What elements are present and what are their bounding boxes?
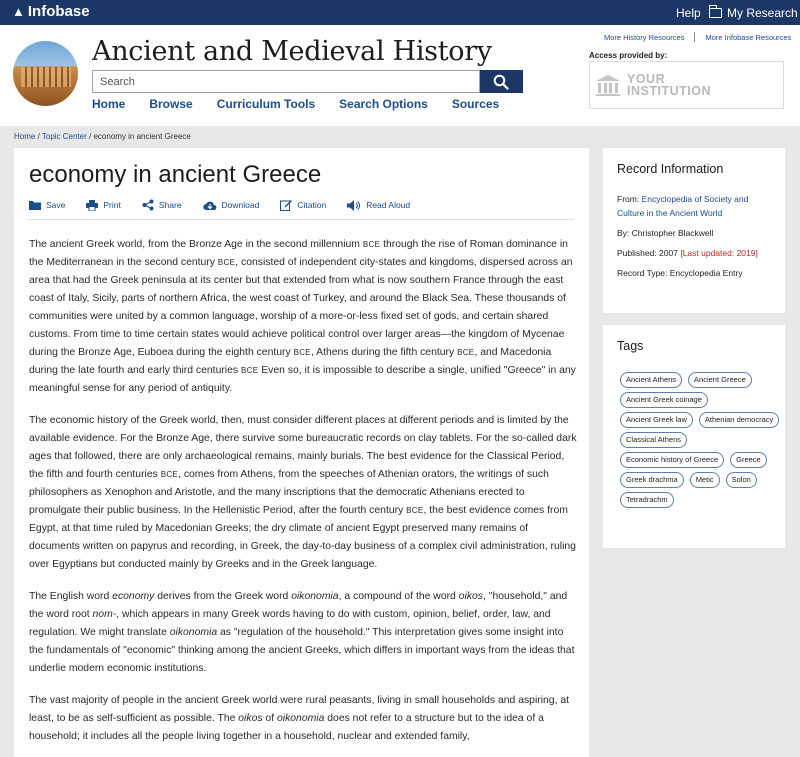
resource-links bbox=[604, 32, 791, 42]
nav-browse[interactable]: Browse bbox=[149, 97, 193, 111]
source-link[interactable]: Encyclopedia of Society and Culture in the Ancient World bbox=[617, 194, 749, 218]
article-title: economy in ancient Greece bbox=[29, 161, 322, 188]
share-button[interactable] bbox=[142, 199, 182, 211]
nav-search-options[interactable]: Search Options bbox=[339, 97, 428, 111]
nav-curriculum-tools[interactable]: Curriculum Tools bbox=[216, 97, 316, 111]
print-label: Print bbox=[103, 200, 121, 210]
folder-icon bbox=[29, 200, 41, 210]
main-nav bbox=[92, 97, 499, 111]
read-aloud-label: Read Aloud bbox=[366, 200, 411, 210]
folder-icon bbox=[709, 8, 722, 18]
paragraph-2: The economic history of the Greek world, then, must consider different places at different periods and is limited by the available evidence. For the Bronze Age, there survive some bureaucratic records on clay tablets. For the so-called dark ages that followed, there are only archaeological remains, mainly burials. The best evidence for the Classical Period, the fifth and fourth centuries BCE, comes from Athens, from the speeches of Athenian orators, the writings of such philosophers as Xenophon and Aristotle, and the many inscriptions that the democratic Athenians erected to promulgate their public business. In the Hellenistic Period, after the fourth century BCE, the best evidence comes from Egypt, at that time ruled by Macedonian Greeks; the dry climate of ancient Egypt preserved many remains of documents written on papyrus and recording, in Greek, the day-to-day business of a complex civil administration, ruling over Egyptians but conducted mainly by Greeks and in the Greek language. bbox=[29, 415, 577, 570]
paragraph-4: The vast majority of people in the ancient Greek world were rural peasants, living in small households and aspiring, at least, to be as self-sufficient as possible. The oikos of oikonomia does not refer to a structure but to the idea of a household; it includes all the people living together in a household, nuclear and extended family, bbox=[29, 695, 570, 742]
print-button[interactable] bbox=[86, 199, 120, 211]
tag-ancient-greek-coinage[interactable]: Ancient Greek coinage bbox=[620, 392, 708, 408]
share-label: Share bbox=[158, 200, 182, 210]
record-information-card bbox=[603, 148, 785, 313]
article-body bbox=[29, 236, 577, 757]
print-icon bbox=[86, 200, 98, 211]
institution-line-1: YOUR bbox=[627, 72, 666, 86]
divider bbox=[694, 32, 695, 42]
citation-label: Citation bbox=[297, 200, 327, 210]
institution-line-2: INSTITUTION bbox=[627, 84, 711, 98]
download-label: Download bbox=[221, 200, 260, 210]
site-title[interactable]: Ancient and Medieval History bbox=[92, 36, 492, 67]
nav-sources[interactable]: Sources bbox=[451, 97, 500, 111]
paragraph-1: The ancient Greek world, from the Bronze Age in the second millennium BCE through the rise of Roman dominance in the Mediterranean in the second century BCE, consisted of independent city-states and kingdoms, dispersed across an area that had the Greek peninsula at its center but that extended from what is now southern France through the east coast of Italy, Sicily, parts of northern Africa, the west coast of Turkey, and around the Black Sea. These thousands of communities were united by a common language, worship of a more-or-less fixed set of gods, and certain shared customs. From time to time certain states would achieve political control over larger areas—the kingdom of Mycenae during the Bronze Age, Euboea during the eighth century BCE, Athens during the fifth century BCE, and Macedonia during the late fourth and early third centuries BCE Even so, it is impossible to describe a single, unified "Greece" in any meaningful sense for any period of antiquity. bbox=[29, 239, 576, 394]
nav-home[interactable]: Home bbox=[92, 97, 126, 111]
institution-building-icon bbox=[594, 73, 622, 97]
breadcrumb-current: economy in ancient Greece bbox=[93, 132, 191, 141]
colosseum-image bbox=[13, 41, 78, 106]
record-information-heading: Record Information bbox=[617, 162, 724, 176]
search-button[interactable] bbox=[480, 70, 523, 93]
share-icon bbox=[142, 199, 154, 211]
save-label: Save bbox=[46, 200, 66, 210]
tag-economic-history-of-greece[interactable]: Economic history of Greece bbox=[620, 452, 724, 468]
breadcrumb-topic-center[interactable]: Topic Center bbox=[41, 132, 87, 141]
record-author: By: Christopher Blackwell bbox=[617, 228, 714, 238]
tag-list bbox=[620, 372, 780, 508]
tag-ancient-athens[interactable]: Ancient Athens bbox=[620, 372, 682, 388]
top-bar bbox=[0, 0, 800, 25]
infobase-logo-text: Infobase bbox=[27, 3, 90, 20]
tag-greece[interactable]: Greece bbox=[730, 452, 767, 468]
tags-heading: Tags bbox=[617, 339, 644, 353]
tag-ancient-greek-law[interactable]: Ancient Greek law bbox=[620, 412, 693, 428]
tags-card bbox=[603, 325, 785, 548]
save-button[interactable] bbox=[29, 199, 65, 211]
search-input[interactable] bbox=[92, 70, 480, 93]
cloud-download-icon bbox=[203, 200, 217, 211]
infobase-logo[interactable] bbox=[12, 3, 90, 20]
more-infobase-resources-link[interactable]: More Infobase Resources bbox=[705, 32, 792, 42]
access-provided-label: Access provided by: bbox=[589, 51, 668, 60]
edit-icon bbox=[280, 199, 292, 211]
toolbar-divider bbox=[29, 219, 574, 220]
record-from: From: Encyclopedia of Society and Culture in the Ancient World bbox=[617, 194, 749, 218]
help-link[interactable]: Help bbox=[676, 6, 701, 20]
site-header bbox=[0, 25, 800, 126]
read-aloud-button[interactable] bbox=[347, 199, 410, 211]
tag-ancient-greece[interactable]: Ancient Greece bbox=[688, 372, 752, 388]
speaker-icon bbox=[347, 200, 361, 211]
infobase-logo-icon: ▲ bbox=[12, 4, 25, 19]
my-research-link[interactable] bbox=[709, 6, 798, 20]
tag-classical-athens[interactable]: Classical Athens bbox=[620, 432, 687, 448]
record-type: Record Type: Encyclopedia Entry bbox=[617, 268, 743, 278]
tag-athenian-democracy[interactable]: Athenian democracy bbox=[699, 412, 779, 428]
more-history-resources-link[interactable]: More History Resources bbox=[604, 32, 685, 42]
record-published: Published: 2007 [Last updated: 2019] bbox=[617, 248, 758, 258]
tag-greek-drachma[interactable]: Greek drachma bbox=[620, 472, 684, 488]
tag-tetradrachm[interactable]: Tetradrachm bbox=[620, 492, 674, 508]
article-panel bbox=[14, 148, 589, 757]
institution-logo bbox=[589, 61, 784, 109]
article-toolbar bbox=[29, 199, 410, 211]
last-updated: [Last updated: 2019] bbox=[680, 248, 758, 258]
paragraph-3: The English word economy derives from the Greek word oikonomia, a compound of the word oikos, "household," and the word root nom-, which appears in many Greek words having to do with custom, opinion, belief, order, law, and regulation. We might translate oikonomia as "regulation of the household." This interpretation gives some insight into the fundamentals of "economic" thinking among the ancient Greeks, which differs in important ways from the ideas that underlie modern economic institutions. bbox=[29, 591, 575, 674]
my-research-label: My Research bbox=[727, 6, 798, 20]
breadcrumb: Home / Topic Center / economy in ancient Greece bbox=[14, 132, 191, 141]
tag-metic[interactable]: Metic bbox=[690, 472, 720, 488]
download-button[interactable] bbox=[203, 199, 260, 211]
tag-solon[interactable]: Solon bbox=[726, 472, 757, 488]
citation-button[interactable] bbox=[280, 199, 326, 211]
breadcrumb-home[interactable]: Home bbox=[14, 132, 36, 141]
search-icon bbox=[493, 74, 509, 90]
record-details bbox=[617, 192, 777, 286]
